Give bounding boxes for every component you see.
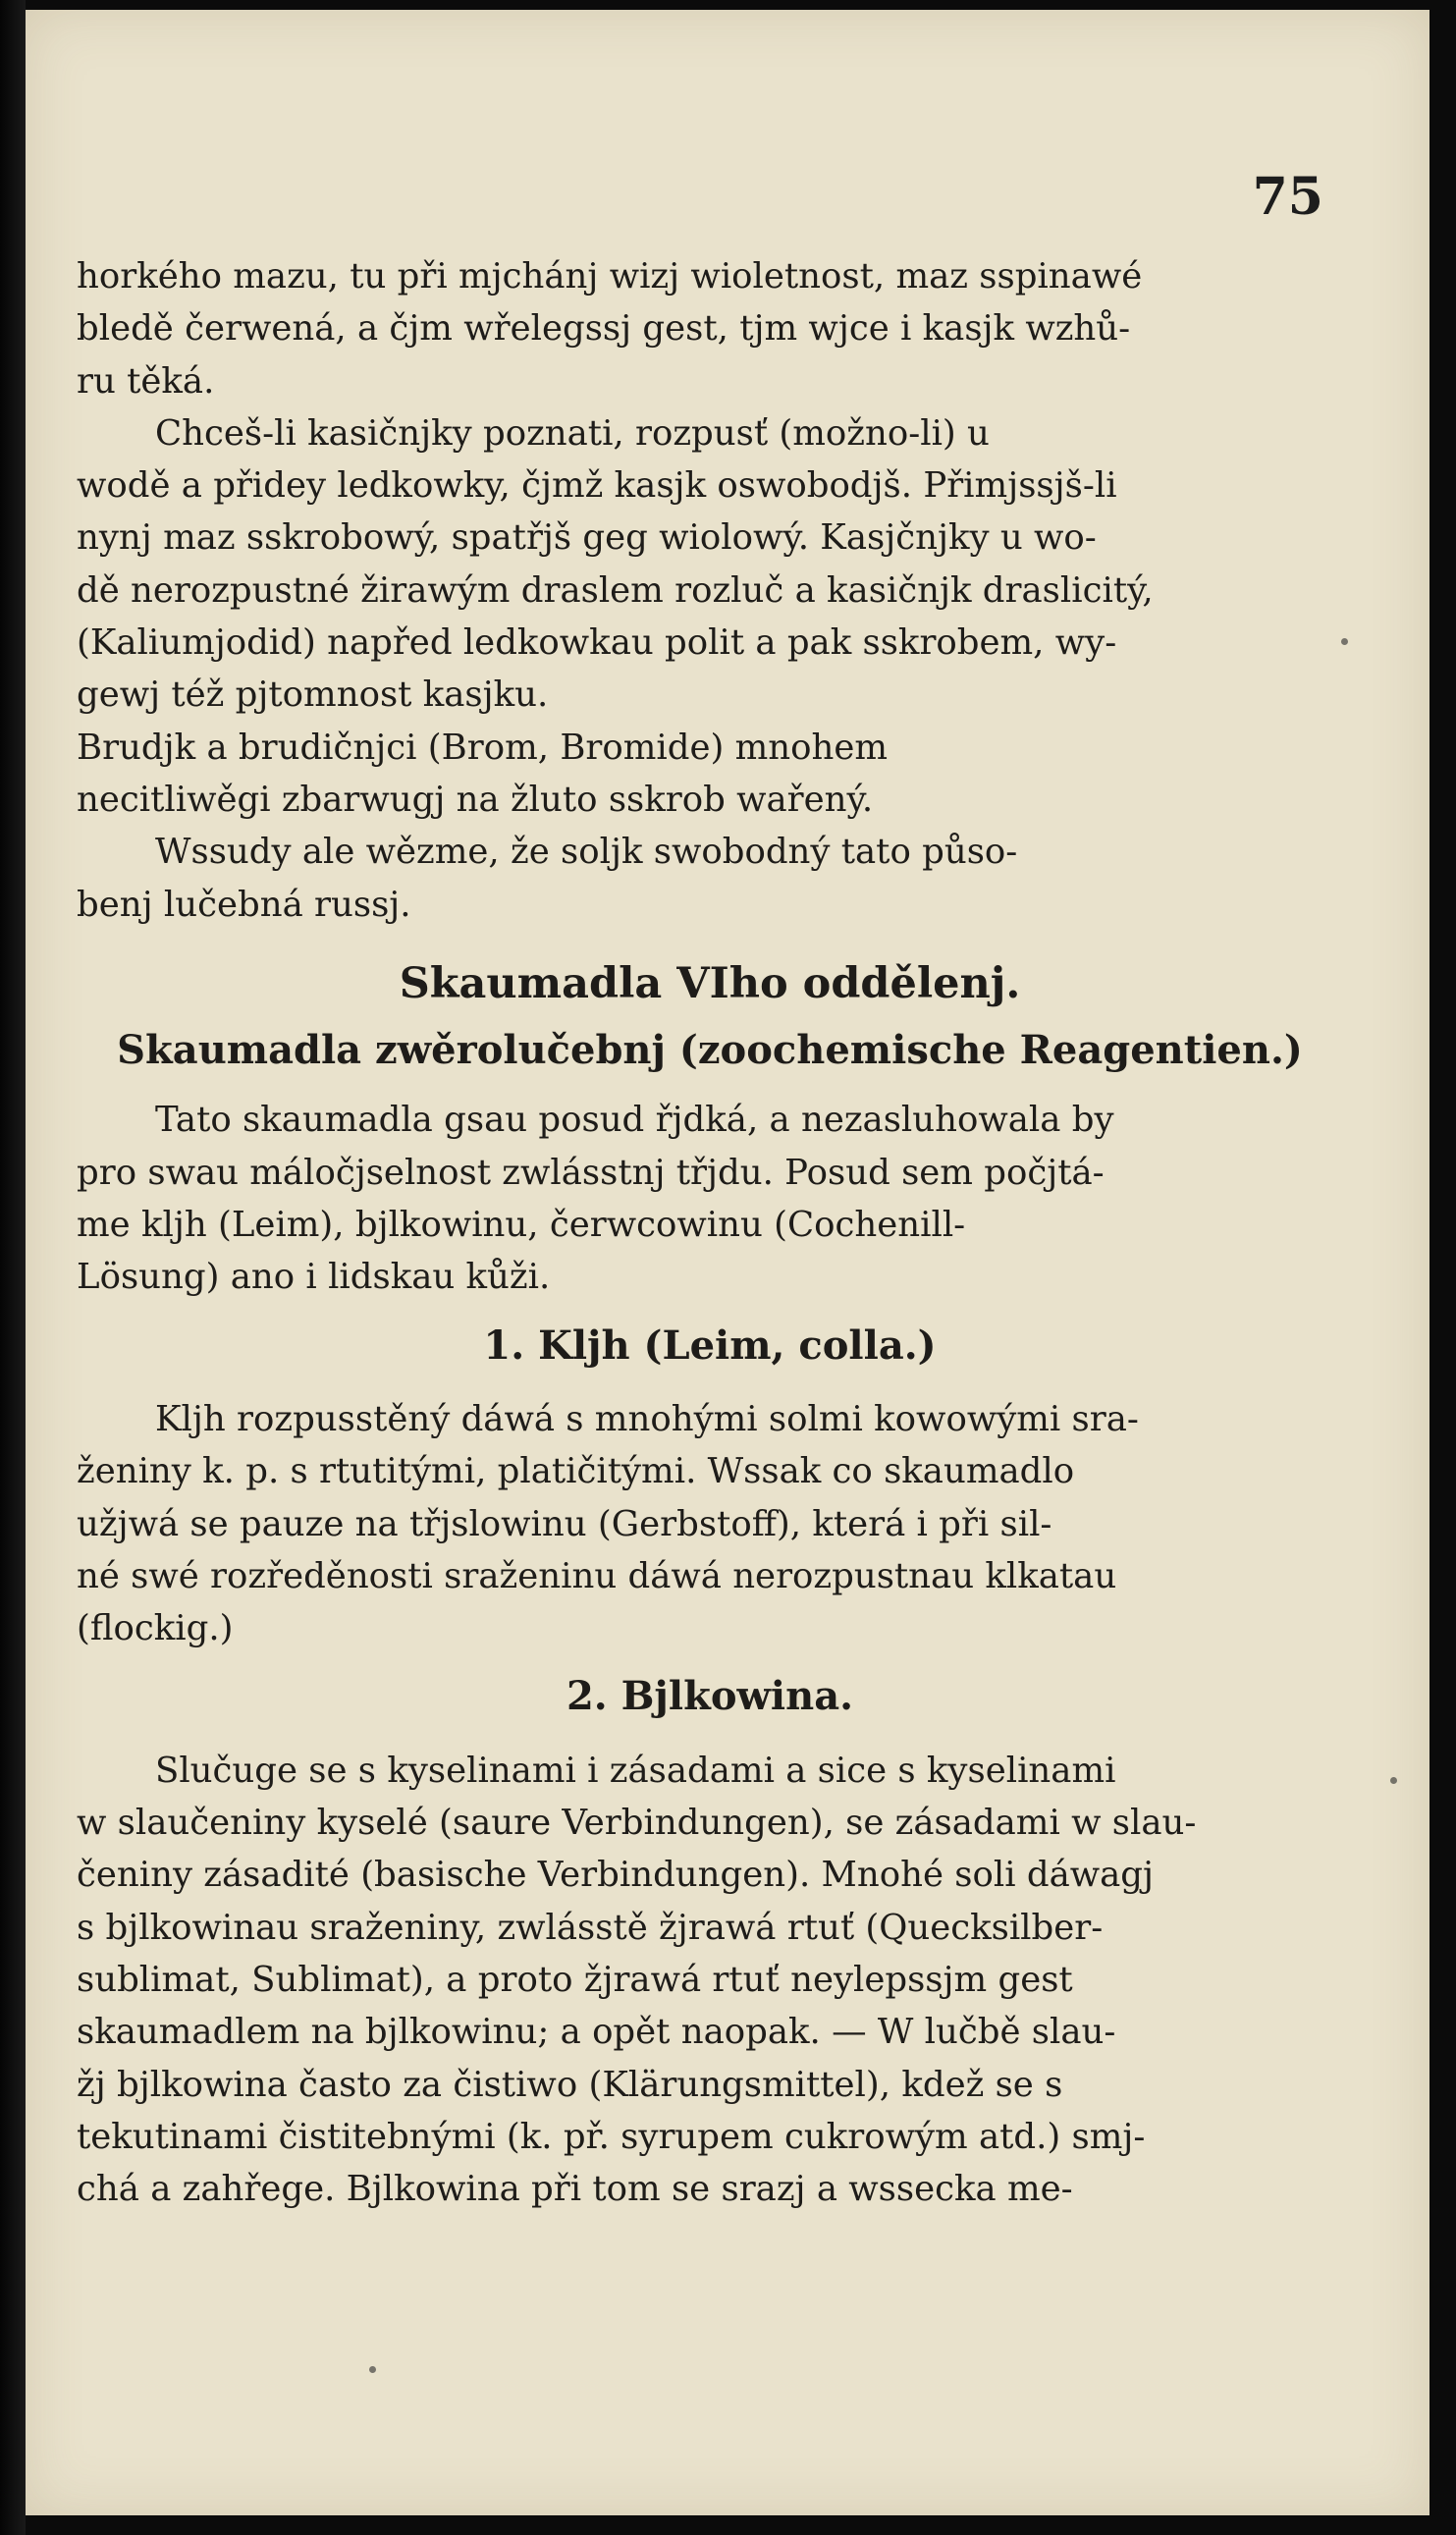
text-line: Chceš-li kasičnjky poznati, rozpusť (možno-li) u (155, 412, 990, 454)
text-line: Tato skaumadla gsau posud řjdká, a nezasluhowala by (155, 1100, 1114, 1141)
paragraph (77, 1745, 1343, 2216)
item-heading-1: 1. Kljh (Leim, colla.) (483, 1321, 937, 1369)
text-line: (flockig.) (77, 1608, 234, 1649)
text-line: Lösung) ano i lidskau kůži. (77, 1257, 551, 1298)
text-line: Wssudy ale wězme, že soljk swobodný tato půso- (155, 832, 1018, 873)
text-line: me kljh (Leim), bjlkowinu, čerwcowinu (Cochenill- (77, 1205, 966, 1246)
text-line: gewj též pjtomnost kasjku. (77, 674, 549, 716)
item-heading-2: 2. Bjlkowina. (566, 1673, 854, 1720)
paper-speck (1341, 638, 1348, 645)
text-line: Kljh rozpusstěný dáwá s mnohými solmi kowowými sra- (155, 1398, 1139, 1439)
text-line: žj bjlkowina často za čistiwo (Klärungsmittel), kdež se s (77, 2064, 1063, 2105)
text-line: horkého mazu, tu při mjchánj wizj wioletnost, maz sspinawé (77, 256, 1143, 297)
paragraph (77, 250, 1343, 407)
text-line: chá a zahřege. Bjlkowina při tom se srazj a wssecka me- (77, 2169, 1073, 2210)
paper-speck (1390, 1777, 1397, 1784)
paragraph (77, 1393, 1343, 1654)
text-line: Slučuge se s kyselinami i zásadami a sice s kyselinami (155, 1750, 1116, 1791)
text-line: ženiny k. p. s rtutitými, platičitými. Wssak co skaumadlo (77, 1451, 1075, 1492)
paragraph (77, 407, 1343, 722)
book-binding-edge (0, 0, 26, 2535)
text-line: s bjlkowinau sraženiny, zwlásstě žjrawá rtuť (Quecksilber- (77, 1907, 1104, 1948)
paragraph (77, 826, 1343, 931)
paper-speck (369, 2366, 376, 2373)
page-number: 75 (1252, 167, 1323, 227)
text-line: necitliwěgi zbarwugj na žluto sskrob wařený. (77, 779, 874, 820)
text-line: dě nerozpustné žirawým draslem rozluč a kasičnjk draslicitý, (77, 569, 1154, 611)
text-line: pro swau máločjselnost zwlásstnj třjdu. Posud sem počjtá- (77, 1152, 1105, 1193)
text-line: w slaučeniny kyselé (saure Verbindungen), se zásadami w slau- (77, 1803, 1197, 1844)
section-heading: Skaumadla VIho oddělenj. (399, 958, 1021, 1008)
text-line: (Kaliumjodid) napřed ledkowkau polit a pak sskrobem, wy- (77, 622, 1117, 664)
paragraph (77, 1094, 1343, 1303)
book-page (26, 10, 1429, 2515)
text-line: Brudjk a brudičnjci (Brom, Bromide) mnohem (77, 727, 889, 768)
text-line: benj lučebná russj. (77, 884, 411, 925)
text-line: nynj maz sskrobowý, spatřjš geg wiolowý. Kasjčnjky u wo- (77, 517, 1097, 559)
text-line: ru těká. (77, 360, 215, 402)
sub-heading: Skaumadla zwěrolučebnj (zoochemische Reagentien.) (117, 1027, 1303, 1074)
text-line: čeniny zásadité (basische Verbindungen). Mnohé soli dáwagj (77, 1855, 1155, 1896)
paragraph (77, 722, 1343, 827)
page-text (77, 250, 1343, 2215)
text-line: užjwá se pauze na třjslowinu (Gerbstoff), která i při sil- (77, 1503, 1052, 1544)
text-line: sublimat, Sublimat), a proto žjrawá rtuť neylepssjm gest (77, 1959, 1073, 2000)
text-line: né swé rozředěnosti sraženinu dáwá nerozpustnau klkatau (77, 1555, 1117, 1596)
text-line: wodě a přidey ledkowky, čjmž kasjk oswobodjš. Přimjssjš-li (77, 465, 1117, 507)
text-line: skaumadlem na bjlkowinu; a opět naopak. — W lučbě slau- (77, 2012, 1116, 2053)
text-line: tekutinami čistitebnými (k. př. syrupem cukrowým atd.) smj- (77, 2116, 1146, 2157)
text-line: bledě čerwená, a čjm wřelegssj gest, tjm wjce i kasjk wzhů- (77, 308, 1131, 350)
